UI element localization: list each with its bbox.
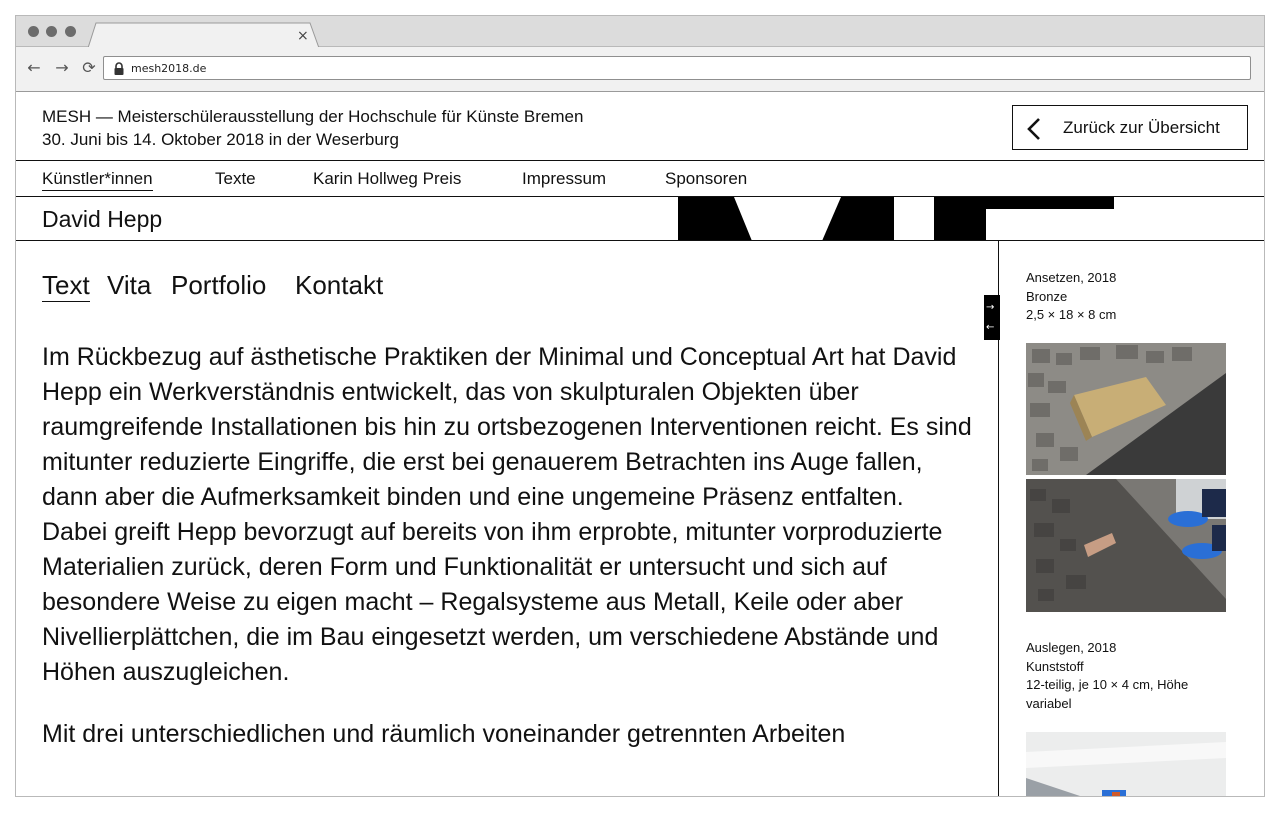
work-material: Kunststoff: [1026, 658, 1084, 674]
work-dimensions: 2,5 × 18 × 8 cm: [1026, 307, 1117, 322]
arrow-left-icon: ←: [986, 322, 995, 333]
url-text[interactable]: mesh2018.de: [131, 62, 207, 75]
tab-portfolio[interactable]: Portfolio: [171, 270, 267, 300]
browser-tab[interactable]: [88, 22, 320, 48]
artist-text: [42, 340, 972, 779]
nav-item-impressum[interactable]: Impressum: [522, 169, 607, 188]
work-photo[interactable]: [1026, 479, 1226, 612]
nav-item-karin-hollweg-preis[interactable]: Karin Hollweg Preis: [313, 169, 462, 188]
artist-name: David Hepp: [42, 206, 163, 232]
tab-text[interactable]: Text: [42, 270, 90, 300]
nav-item-texte[interactable]: Texte: [215, 169, 256, 188]
back-to-overview-button[interactable]: [1012, 105, 1248, 150]
work-caption: [1026, 639, 1226, 713]
work-title: Auslegen, 2018: [1026, 640, 1117, 655]
tab-vita[interactable]: Vita: [107, 270, 152, 300]
sidebar-toggle-handle[interactable]: [984, 295, 1000, 340]
tab-shape: [88, 22, 320, 48]
arrow-right-icon: →: [986, 302, 995, 313]
works-sidebar: [1000, 241, 1265, 797]
chevron-left-icon: [1026, 117, 1042, 141]
work-dimensions: 12-teilig, je 10 × 4 cm, Höhe variabel: [1026, 677, 1189, 711]
work-caption: [1026, 269, 1226, 325]
mesh-logo-graphic: [676, 197, 1136, 241]
artist-bar: [16, 197, 1264, 241]
work-photo[interactable]: [1026, 343, 1226, 475]
close-icon[interactable]: ×: [297, 28, 309, 44]
web-page: [16, 93, 1264, 797]
main-content: [16, 241, 999, 797]
event-date: 30. Juni bis 14. Oktober 2018 in der Weserburg: [42, 130, 399, 149]
work-title: Ansetzen, 2018: [1026, 270, 1117, 285]
window-minimize-dot[interactable]: [46, 26, 57, 37]
url-bar[interactable]: [103, 56, 1251, 80]
tab-kontakt[interactable]: Kontakt: [295, 270, 384, 300]
forward-arrow-icon[interactable]: →: [55, 58, 69, 77]
browser-toolbar: [16, 47, 1264, 92]
text-paragraph: Mit drei unterschiedlichen und räumlich voneinander getrennten Arbeiten: [42, 720, 846, 748]
lock-icon: [113, 62, 125, 75]
window-close-dot[interactable]: [28, 26, 39, 37]
event-title: MESH — Meisterschülerausstellung der Hochschule für Künste Bremen: [42, 107, 584, 126]
site-header: [16, 93, 1264, 161]
work-photo[interactable]: [1026, 732, 1226, 797]
back-to-overview-label: Zurück zur Übersicht: [1063, 118, 1220, 137]
reload-icon[interactable]: ⟳: [82, 58, 96, 77]
nav-item-sponsoren[interactable]: Sponsoren: [665, 169, 748, 188]
nav-item-kuenstlerinnen[interactable]: Künstler*innen: [42, 168, 153, 191]
browser-window: [15, 15, 1265, 797]
window-maximize-dot[interactable]: [65, 26, 76, 37]
tab-bar: [16, 16, 1264, 47]
back-arrow-icon[interactable]: ←: [27, 58, 41, 77]
work-material: Bronze: [1026, 288, 1068, 304]
text-paragraph: Im Rückbezug auf ästhetische Praktiken der Minimal und Conceptual Art hat David Hepp ein Werkverständnis entwickelt, das von skulpturalen Objekten über raumgreifende Installationen bis hin zu ortsbezogenen Interventionen reicht. Es sind mitunter reduzierte Eingriffe, die erst bei genauerem Betrachten ins Auge fallen, dann aber die Aufmerksamkeit binden und eine ungemeine Präsenz entfalten. Dabei greift Hepp bevorzugt auf bereits von ihm erprobte, mitunter vorproduzierte Materialien zurück, deren Form und Funktionalität er untersucht und sich auf besondere Weise zu eigen macht – Regalsysteme aus Metall, Keile oder aber Nivellierplättchen, die im Bau eingesetzt werden, um verschiedene Abstände und Höhen auszugleichen.: [42, 343, 972, 686]
main-navigation: [16, 161, 1264, 197]
